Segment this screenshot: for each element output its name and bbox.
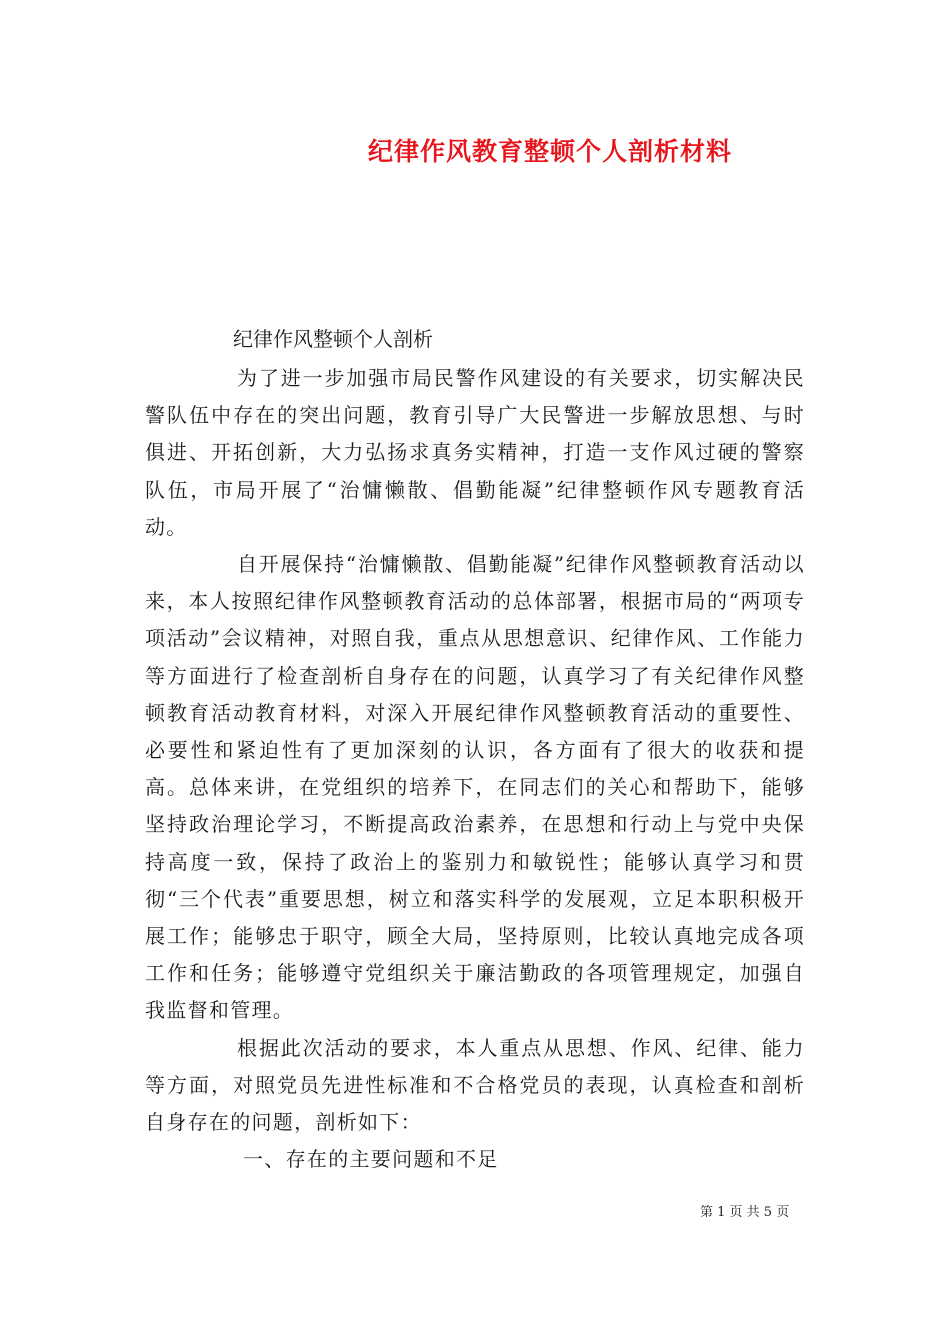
paragraph-intro: 为了进一步加强市局民警作风建设的有关要求，切实解决民警队伍中存在的突出问题，教育引导广大民警进一步解放思想、与时俱进、开拓创新，大力弘扬求真务实精神，打造一支作风过硬的警察队伍，市局开展了“治慵懒散、倡勤能凝”纪律整顿作风专题教育活动。 [145, 366, 805, 539]
document-body [145, 360, 805, 1178]
document-title: 纪律作风教育整顿个人剖析材料 [367, 137, 732, 166]
page-number-footer: 第 1 页 共 5 页 [700, 1205, 790, 1220]
paragraph-analysis-lead: 根据此次活动的要求，本人重点从思想、作风、纪律、能力等方面，对照党员先进性标准和不合格党员的表现，认真检查和剖析自身存在的问题，剖析如下： [145, 1035, 805, 1135]
paragraph-self-review: 自开展保持“治慵懒散、倡勤能凝”纪律作风整顿教育活动以来，本人按照纪律作风整顿教育活动的总体部署，根据市局的“两项专项活动”会议精神，对照自我，重点从思想意识、纪律作风、工作能力等方面进行了检查剖析自身存在的问题，认真学习了有关纪律作风整顿教育活动教育材料，对深入开展纪律作风整顿教育活动的重要性、必要性和紧迫性有了更加深刻的认识，各方面有了很大的收获和提高。总体来讲，在党组织的培养下，在同志们的关心和帮助下，能够坚持政治理论学习，不断提高政治素养，在思想和行动上与党中央保持高度一致，保持了政治上的鉴别力和敏锐性；能够认真学习和贯彻“三个代表”重要思想，树立和落实科学的发展观，立足本职积极开展工作；能够忠于职守，顾全大局，坚持原则，比较认真地完成各项工作和任务；能够遵守党组织关于廉洁勤政的各项管理规定，加强自我监督和管理。 [145, 552, 805, 1023]
document-subtitle: 纪律作风整顿个人剖析 [233, 327, 433, 351]
section-heading: 一、存在的主要问题和不足 [243, 1147, 499, 1172]
